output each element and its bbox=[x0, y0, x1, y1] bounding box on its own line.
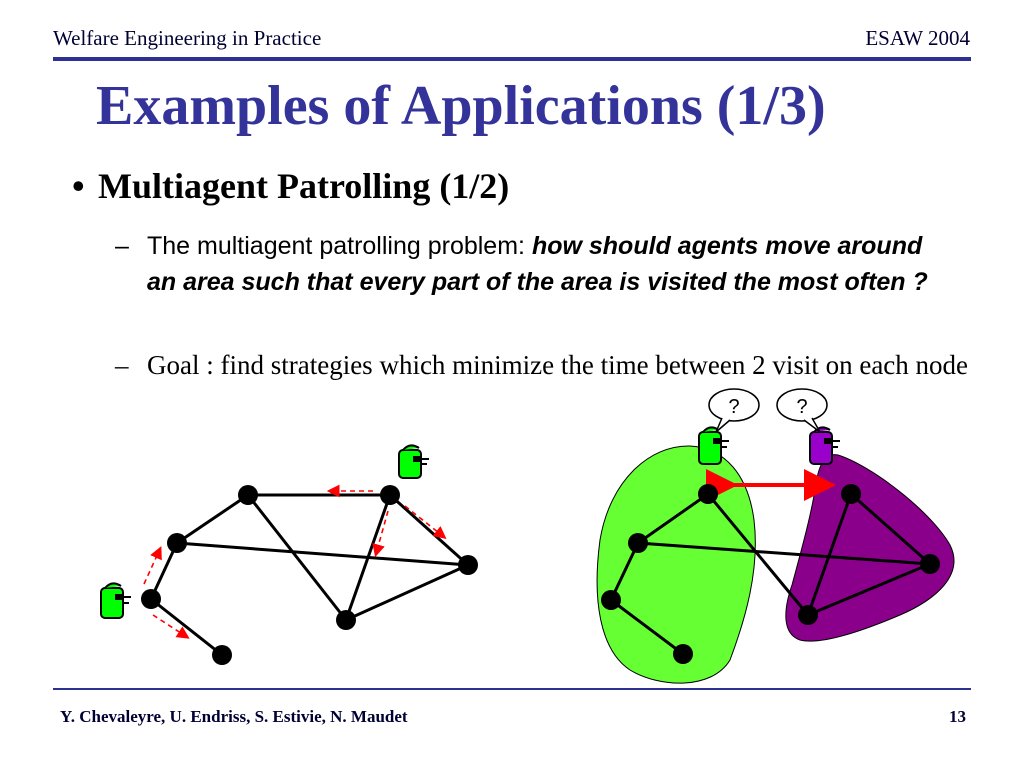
agent-robot-icon bbox=[399, 445, 429, 478]
move-arrow bbox=[405, 506, 444, 537]
graph-node bbox=[238, 485, 258, 505]
footer-authors: Y. Chevaleyre, U. Endriss, S. Estivie, N. Maudet bbox=[60, 707, 408, 726]
graph-node bbox=[698, 484, 718, 504]
thought-bubble bbox=[777, 389, 827, 432]
question-mark: ? bbox=[796, 396, 808, 418]
agent-robot-icon bbox=[101, 583, 131, 618]
move-arrow bbox=[144, 549, 160, 584]
graph-edge bbox=[177, 495, 248, 543]
graph-node bbox=[336, 610, 356, 630]
graph-node bbox=[141, 589, 161, 609]
footer-rule bbox=[53, 688, 971, 690]
graph-node bbox=[167, 533, 187, 553]
move-arrow bbox=[153, 615, 187, 637]
thought-bubble bbox=[709, 389, 759, 432]
graph-node bbox=[841, 484, 861, 504]
graph-edge bbox=[346, 565, 468, 620]
graph-node bbox=[458, 555, 478, 575]
header-right: ESAW 2004 bbox=[865, 26, 970, 50]
graph-node bbox=[601, 590, 621, 610]
left-movement-arrows bbox=[144, 491, 444, 637]
graph-edge bbox=[390, 495, 468, 565]
graph-node bbox=[380, 485, 400, 505]
graph-edge bbox=[177, 543, 468, 565]
graph-node bbox=[920, 554, 940, 574]
graph-node bbox=[628, 533, 648, 553]
graph-node bbox=[673, 644, 693, 664]
graph-edge bbox=[248, 495, 346, 620]
page-number: 13 bbox=[949, 707, 966, 726]
bullet-text: Multiagent Patrolling (1/2) bbox=[98, 166, 510, 206]
bullet-marker: • bbox=[72, 166, 85, 206]
subbullet-dash: – bbox=[115, 350, 129, 380]
subbullet-dash: – bbox=[115, 232, 129, 260]
graph-node bbox=[212, 645, 232, 665]
problem-plain-text: The multiagent patrolling problem: bbox=[147, 232, 532, 260]
graph-edge bbox=[151, 599, 222, 655]
header-left: Welfare Engineering in Practice bbox=[53, 26, 322, 50]
slide-title: Examples of Applications (1/3) bbox=[96, 75, 826, 137]
problem-emphasis-text: how should agents move around an area such that every part of the area is visited the most often ? bbox=[147, 232, 928, 296]
graph-node bbox=[798, 605, 818, 625]
goal-text: Goal : find strategies which minimize the time between 2 visit on each node bbox=[147, 350, 969, 380]
question-mark: ? bbox=[728, 396, 740, 418]
